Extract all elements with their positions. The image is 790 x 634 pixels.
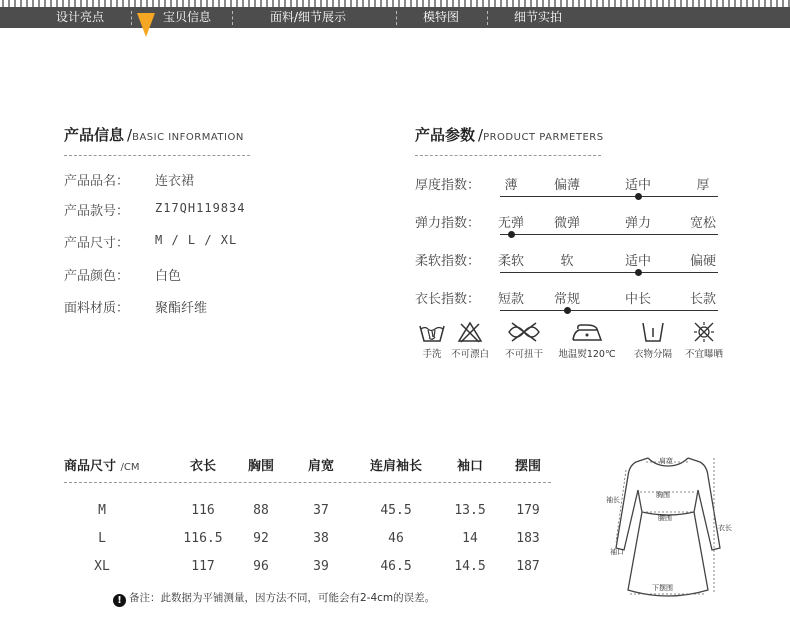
size-row-label: L	[98, 531, 106, 546]
size-row-label: M	[98, 503, 106, 518]
param-scale-line	[500, 272, 718, 273]
param-label: 柔软指数：	[415, 254, 481, 269]
size-row-label: XL	[94, 559, 110, 574]
size-cell: 39	[313, 559, 329, 574]
no-bleach-icon	[455, 320, 485, 344]
diagram-label-sleeve: 袖长	[606, 496, 620, 504]
size-cell: 13.5	[454, 503, 486, 518]
size-cell: 88	[253, 503, 269, 518]
care-label: 不可漂白	[450, 349, 489, 360]
diagram-label-shoulder: 肩宽	[659, 457, 673, 465]
param-option: 偏薄	[553, 178, 580, 193]
warning-icon: !	[113, 594, 126, 607]
diagram-label-waist: 腰围	[658, 514, 672, 522]
measurement-note: ! 备注：此数据为平铺测量，因方法不同，可能会有2-4cm的误差。	[113, 590, 435, 607]
divider	[415, 155, 601, 156]
size-header-chest: 胸围	[247, 459, 274, 474]
param-option: 弹力	[624, 216, 651, 231]
no-wring-icon	[504, 320, 544, 344]
care-label: 不宜曝晒	[684, 349, 723, 360]
param-scale-line	[500, 310, 718, 311]
info-value-size: M / L / XL	[155, 233, 238, 247]
product-info-title: 产品信息 /BASIC INFORMATION	[64, 126, 244, 144]
param-option: 适中	[624, 254, 651, 269]
diagram-label-length: 衣长	[718, 524, 732, 532]
size-cell: 183	[516, 531, 540, 546]
info-label-material: 面料材质：	[64, 301, 130, 316]
param-option: 柔软	[497, 254, 524, 269]
param-option: 微弹	[553, 216, 580, 231]
nav-divider	[487, 11, 488, 25]
param-option: 无弹	[497, 216, 524, 231]
nav-tab-detail-photos[interactable]: 细节实拍	[514, 10, 563, 24]
param-option: 长款	[689, 292, 716, 307]
size-header-shoulder: 肩宽	[307, 459, 334, 474]
nav-tab-product-info[interactable]: 宝贝信息	[163, 10, 212, 24]
diagram-label-chest: 胸围	[656, 491, 670, 499]
no-sun-icon	[689, 320, 719, 344]
diagram-label-hem: 下摆围	[652, 584, 673, 592]
care-label: 不可扭干	[504, 349, 543, 360]
info-label-size: 产品尺寸：	[64, 236, 130, 251]
size-cell: 14.5	[454, 559, 486, 574]
care-label: 衣物分隔	[633, 349, 672, 360]
care-label: 手洗	[422, 349, 442, 360]
param-selected-dot	[564, 307, 571, 314]
divider	[64, 155, 250, 156]
param-option: 中长	[624, 292, 651, 307]
size-cell: 45.5	[380, 503, 412, 518]
size-cell: 46	[388, 531, 404, 546]
size-cell: 116	[191, 503, 215, 518]
iron-low-temp-icon	[569, 320, 605, 344]
nav-bar	[0, 7, 790, 28]
param-option: 偏硬	[689, 254, 716, 269]
size-header-length: 衣长	[189, 459, 216, 474]
size-header-hem: 摆围	[514, 459, 541, 474]
param-option: 薄	[504, 178, 518, 193]
dress-measurement-diagram	[596, 452, 746, 617]
info-value-material: 聚酯纤维	[155, 301, 208, 316]
param-option: 适中	[624, 178, 651, 193]
care-item	[552, 320, 622, 360]
param-option: 短款	[497, 292, 524, 307]
param-label: 厚度指数：	[415, 178, 481, 193]
size-cell: 179	[516, 503, 540, 518]
param-selected-dot	[635, 193, 642, 200]
size-cell: 14	[462, 531, 478, 546]
nav-divider	[232, 11, 233, 25]
param-label: 衣长指数：	[415, 292, 481, 307]
nav-divider	[396, 11, 397, 25]
param-scale-line	[500, 196, 718, 197]
param-option: 软	[560, 254, 574, 269]
nav-tab-design-highlights[interactable]: 设计亮点	[56, 10, 105, 24]
info-value-name: 连衣裙	[155, 174, 195, 189]
nav-tab-model-photos[interactable]: 模特图	[423, 10, 460, 24]
size-cell: 37	[313, 503, 329, 518]
param-selected-dot	[635, 269, 642, 276]
size-header-sleeve: 连肩袖长	[369, 459, 422, 474]
size-header-cuff: 袖口	[456, 459, 483, 474]
decorative-top-border	[0, 0, 790, 7]
param-option: 宽松	[689, 216, 716, 231]
info-label-color: 产品颜色：	[64, 269, 130, 284]
size-cell: 46.5	[380, 559, 412, 574]
info-label-name: 产品品名：	[64, 174, 130, 189]
info-label-style-no: 产品款号：	[64, 204, 130, 219]
param-selected-dot	[508, 231, 515, 238]
param-option: 厚	[696, 178, 710, 193]
diagram-label-cuff: 袖口	[610, 548, 624, 556]
size-cell: 96	[253, 559, 269, 574]
care-item	[489, 320, 559, 360]
param-scale-line	[500, 234, 718, 235]
param-option: 常规	[553, 292, 580, 307]
active-tab-pointer-icon	[137, 13, 155, 37]
size-table-title: 商品尺寸 /CM	[64, 459, 140, 474]
param-label: 弹力指数：	[415, 216, 481, 231]
size-cell: 117	[191, 559, 215, 574]
info-value-color: 白色	[155, 269, 182, 284]
size-cell: 187	[516, 559, 540, 574]
product-params-title: 产品参数 /PRODUCT PARMETERS	[415, 126, 604, 144]
care-item	[669, 320, 739, 360]
size-cell: 38	[313, 531, 329, 546]
size-cell: 92	[253, 531, 269, 546]
divider	[64, 482, 551, 483]
nav-divider	[131, 11, 132, 25]
nav-tab-fabric-details[interactable]: 面料/细节展示	[270, 10, 347, 24]
separate-wash-icon	[638, 320, 668, 344]
size-cell: 116.5	[183, 531, 223, 546]
care-label: 地温熨120℃	[558, 349, 616, 360]
info-value-style-no: Z17QH119834	[155, 201, 246, 215]
